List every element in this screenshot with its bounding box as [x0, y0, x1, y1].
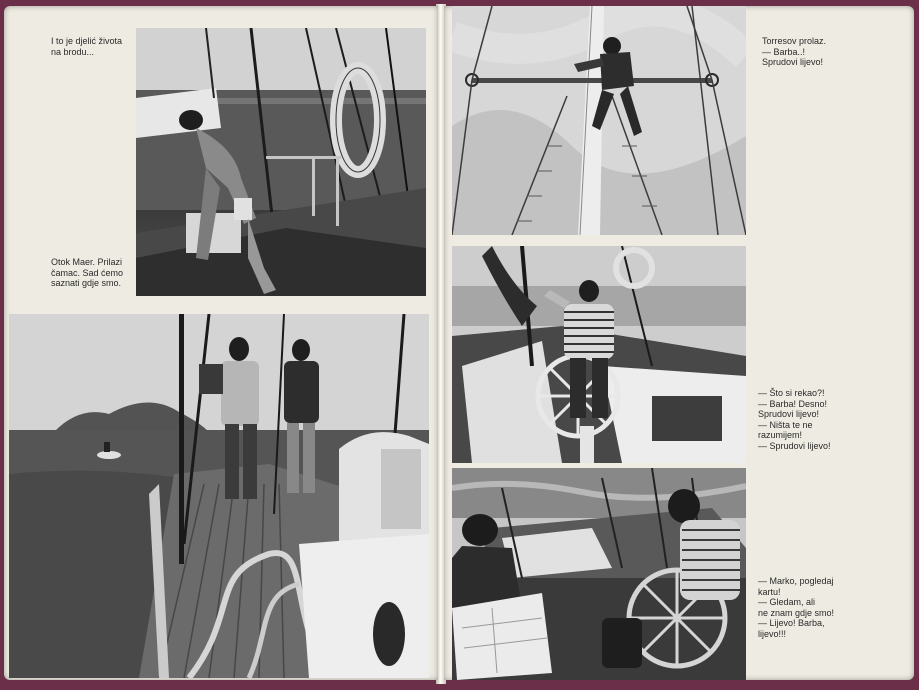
photo-helmsman-drawing: [452, 246, 746, 463]
caption-marko-pogledaj: — Marko, pogledaj kartu! — Gledam, ali ne znam gdje smo! — Lijevo! Barba, lijevo!!!: [758, 576, 835, 639]
photo-helmsman: [452, 246, 746, 463]
caption-life-on-board: I to je djelić života na brodu...: [51, 36, 123, 57]
caption-sto-si-rekao: — Što si rekao?! — Barba! Desno! Sprudovi lijevo! — Ništa te ne razumijem! — Sprudovi lijevo!: [758, 388, 831, 451]
right-page: [444, 6, 914, 680]
photo-chart-reading: [452, 468, 746, 680]
caption-otok-maer: Otok Maer. Prilazi čamac. Sad ćemo saznati gdje smo.: [51, 257, 124, 288]
photo-mast-spreader-drawing: [452, 6, 746, 235]
photo-deck-island: [9, 314, 429, 678]
photo-deck-lifebuoy: [136, 28, 426, 296]
photo-deck-lifebuoy-drawing: [136, 28, 426, 296]
photo-deck-island-drawing: [9, 314, 429, 678]
caption-torresov-prolaz: Torresov prolaz. — Barba..! Sprudovi lijevo!: [762, 36, 827, 67]
photo-chart-reading-drawing: [452, 468, 746, 680]
left-page: [4, 6, 438, 680]
photo-mast-spreader: [452, 6, 746, 235]
